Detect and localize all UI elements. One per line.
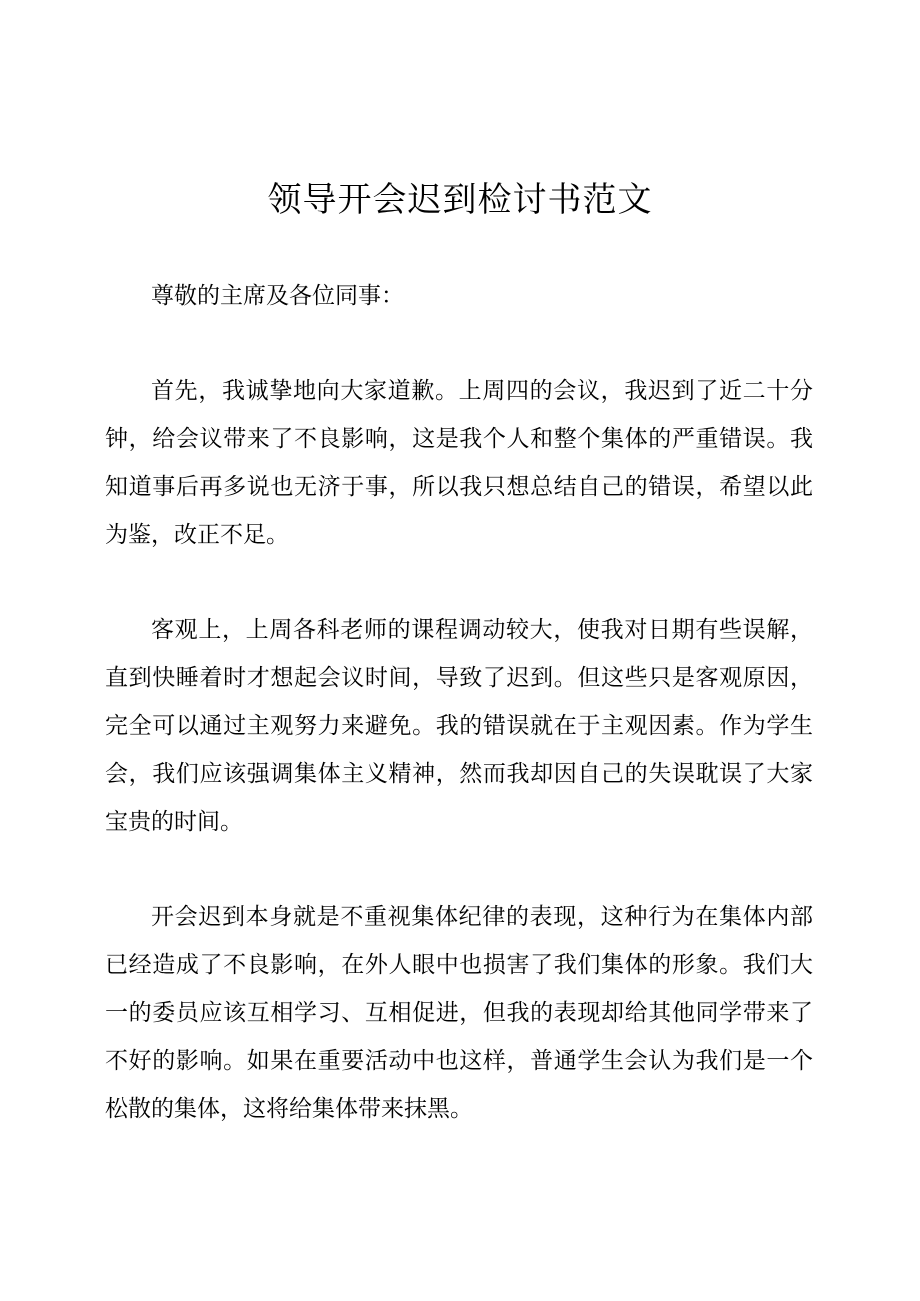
document-title: 领导开会迟到检讨书范文: [267, 180, 653, 220]
paragraph-apology: 首先，我诚挚地向大家道歉。上周四的会议，我迟到了近二十分钟，给会议带来了不良影响，这是我个人和整个集体的严重错误。我知道事后再多说也无济于事，所以我只想总结自己的错误，希望以此为鉴，改正不足。: [105, 378, 813, 548]
paragraph-reason: 客观上，上周各科老师的课程调动较大，使我对日期有些误解，直到快睡着时才想起会议时间，导致了迟到。但这些只是客观原因，完全可以通过主观努力来避免。我的错误就在于主观因素。作为学生会，我们应该强调集体主义精神，然而我却因自己的失误耽误了大家宝贵的时间。: [105, 617, 813, 835]
salutation: 尊敬的主席及各位同事：: [151, 283, 404, 309]
paragraph-impact: 开会迟到本身就是不重视集体纪律的表现，这种行为在集体内部已经造成了不良影响，在外人眼中也损害了我们集体的形象。我们大一的委员应该互相学习、互相促进，但我的表现却给其他同学带来了不好的影响。如果在重要活动中也这样，普通学生会认为我们是一个松散的集体，这将给集体带来抹黑。: [105, 904, 813, 1122]
